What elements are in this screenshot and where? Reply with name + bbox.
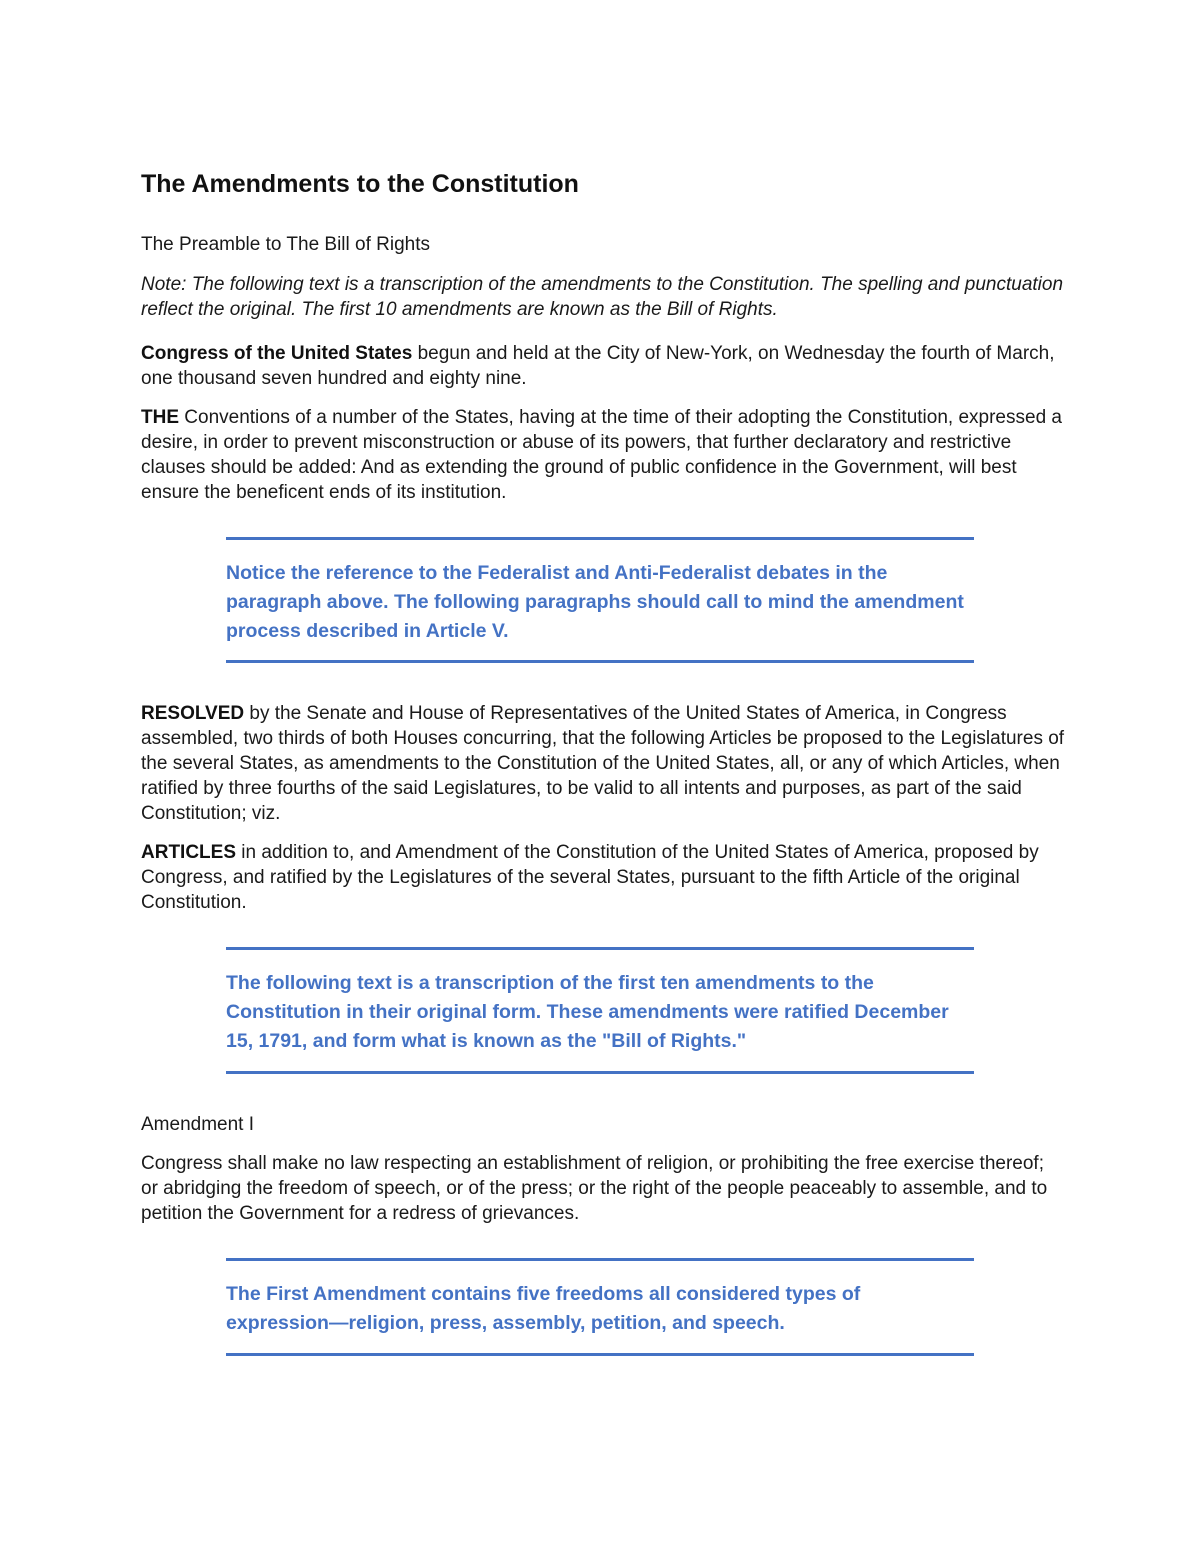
amendment-1-heading: Amendment I: [141, 1114, 254, 1135]
amendment-1-text: Congress shall make no law respecting an establishment of religion, or prohibiting the free exercise thereof; or abridging the freedom of speech, or of the press; or the right of the people peaceably to assemble, and to petition the Government for a redress of grievances.: [141, 1153, 1048, 1224]
congress-paragraph: [141, 341, 1066, 391]
transcription-note: Note: The following text is a transcription of the amendments to the Constitution. The spelling and punctuation reflect the original. The first 10 amendments are known as the Bill of Rights.: [141, 274, 1064, 320]
articles-lead: ARTICLES: [141, 842, 236, 863]
callout-federalist: [226, 537, 974, 663]
callout-bill-of-rights: [226, 947, 974, 1074]
conventions-text: Conventions of a number of the States, having at the time of their adopting the Constitution, expressed a desire, in order to prevent misconstruction or abuse of its powers, that further declaratory and restrictive clauses should be added: And as extending the ground of public confidence in the Government, will best ensure the beneficent ends of its institution.: [141, 407, 1062, 503]
callout-federalist-text: Notice the reference to the Federalist and Anti-Federalist debates in the paragraph above. The following paragraphs should call to mind the amendment process described in Article V.: [226, 562, 964, 642]
articles-paragraph: [141, 840, 1066, 915]
preamble-heading: The Preamble to The Bill of Rights: [141, 234, 431, 255]
resolved-lead: RESOLVED: [141, 703, 245, 724]
congress-lead: Congress of the United States: [141, 343, 413, 364]
congress-text: begun and held at the City of New-York, on Wednesday the fourth of March, one thousand seven hundred and eighty nine.: [141, 343, 1055, 389]
conventions-lead: THE: [141, 407, 179, 428]
resolved-paragraph: [141, 701, 1066, 826]
resolved-text: by the Senate and House of Representatives of the United States of America, in Congress assembled, two thirds of both Houses concurring, that the following Articles be proposed to the Legislatures of the several States, as amendments to the Constitution of the United States, all, or any of which Articles, when ratified by three fourths of the said Legislatures, to be valid to all intents and purposes, as part of the said Constitution; viz.: [141, 703, 1065, 824]
callout-first-amendment-text: The First Amendment contains five freedoms all considered types of expression—religion, press, assembly, petition, and speech.: [226, 1283, 861, 1334]
document-title: The Amendments to the Constitution: [141, 170, 579, 198]
callout-bill-of-rights-text: The following text is a transcription of the first ten amendments to the Constitution in their original form. These amendments were ratified December 15, 1791, and form what is known as the "Bill of Rights.": [226, 972, 949, 1052]
conventions-paragraph: [141, 405, 1066, 505]
callout-first-amendment: [226, 1258, 974, 1356]
articles-text: in addition to, and Amendment of the Constitution of the United States of America, proposed by Congress, and ratified by the Legislatures of the several States, pursuant to the fifth Article of the original Constitution.: [141, 842, 1039, 913]
